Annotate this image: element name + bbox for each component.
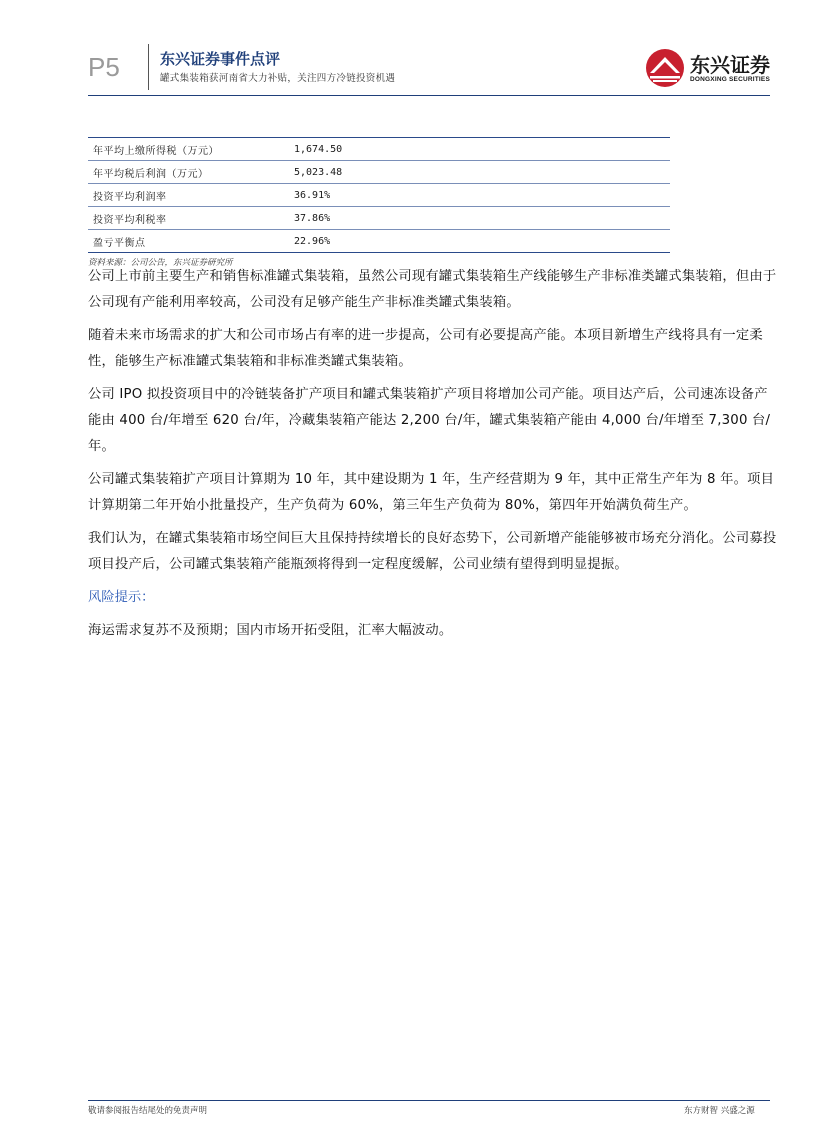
report-type-title: 东兴证券事件点评 xyxy=(160,50,281,68)
table-cell-value: 36.91% xyxy=(289,184,670,207)
table-cell-value: 5,023.48 xyxy=(289,161,670,184)
financial-table xyxy=(88,137,670,253)
risk-paragraph: 海运需求复苏不及预期；国内市场开拓受阻，汇率大幅波动。 xyxy=(88,623,453,638)
logo-emblem-icon xyxy=(644,47,686,89)
body-paragraph: 我们认为，在罐式集装箱市场空间巨大且保持持续增长的良好态势下，公司新增产能能够被市场充分消化。公司募投项目投产后，公司罐式集装箱产能瓶颈将得到一定程度缓解，公司业绩有望得到明显提振。 xyxy=(88,531,777,572)
logo-english-text: DONGXING SECURITIES xyxy=(690,76,771,83)
table-cell-label: 投资平均利润率 xyxy=(88,184,289,207)
company-slogan: 东方财智 兴盛之源 xyxy=(684,1106,755,1116)
risk-heading: 风险提示： xyxy=(88,590,155,605)
page-header xyxy=(0,0,827,100)
body-paragraph: 公司罐式集装箱扩产项目计算期为 10 年，其中建设期为 1 年，生产经营期为 9 年，其中正常生产年为 8 年。项目计算期第二年开始小批量投产，生产负荷为 60%，第三年生产负荷为 80%，第四年开始满负荷生产。 xyxy=(88,472,775,513)
table-cell-label: 年平均上缴所得税（万元） xyxy=(88,138,289,161)
table-row xyxy=(88,184,670,207)
table-cell-label: 投资平均利税率 xyxy=(88,207,289,230)
table-row xyxy=(88,230,670,253)
table-cell-label: 盈亏平衡点 xyxy=(88,230,289,253)
page-number: P5 xyxy=(88,52,120,82)
header-divider xyxy=(148,44,149,90)
table-cell-label: 年平均税后利润（万元） xyxy=(88,161,289,184)
report-body xyxy=(88,264,778,651)
table-source-note: 资料来源：公司公告，东兴证券研究所 xyxy=(88,258,233,268)
body-paragraph: 公司上市前主要生产和销售标准罐式集装箱，虽然公司现有罐式集装箱生产线能够生产非标准类罐式集装箱，但由于公司现有产能利用率较高，公司没有足够产能生产非标准类罐式集装箱。 xyxy=(88,269,777,310)
body-paragraph: 公司 IPO 拟投资项目中的冷链装备扩产项目和罐式集装箱扩产项目将增加公司产能。项目达产后，公司速冻设备产能由 400 台/年增至 620 台/年，冷藏集装箱产能达 2,200 台/年，罐式集装箱产能由 4,000 台/年增至 7,300 台/年。 xyxy=(88,387,771,454)
header-rule xyxy=(88,95,770,96)
report-subtitle: 罐式集装箱获河南省大力补贴，关注四方冷链投资机遇 xyxy=(160,73,396,84)
body-paragraph: 随着未来市场需求的扩大和公司市场占有率的进一步提高，公司有必要提高产能。本项目新增生产线将具有一定柔性，能够生产标准罐式集装箱和非标准类罐式集装箱。 xyxy=(88,328,763,369)
footer-rule xyxy=(88,1100,770,1101)
table-row xyxy=(88,207,670,230)
table-row xyxy=(88,138,670,161)
logo-text: 东兴证券 xyxy=(690,53,770,77)
table-row xyxy=(88,161,670,184)
table-cell-value: 37.86% xyxy=(289,207,670,230)
table-cell-value: 22.96% xyxy=(289,230,670,253)
company-logo xyxy=(644,47,776,89)
disclaimer-notice: 敬请参阅报告结尾处的免责声明 xyxy=(88,1106,208,1116)
table-cell-value: 1,674.50 xyxy=(289,138,670,161)
